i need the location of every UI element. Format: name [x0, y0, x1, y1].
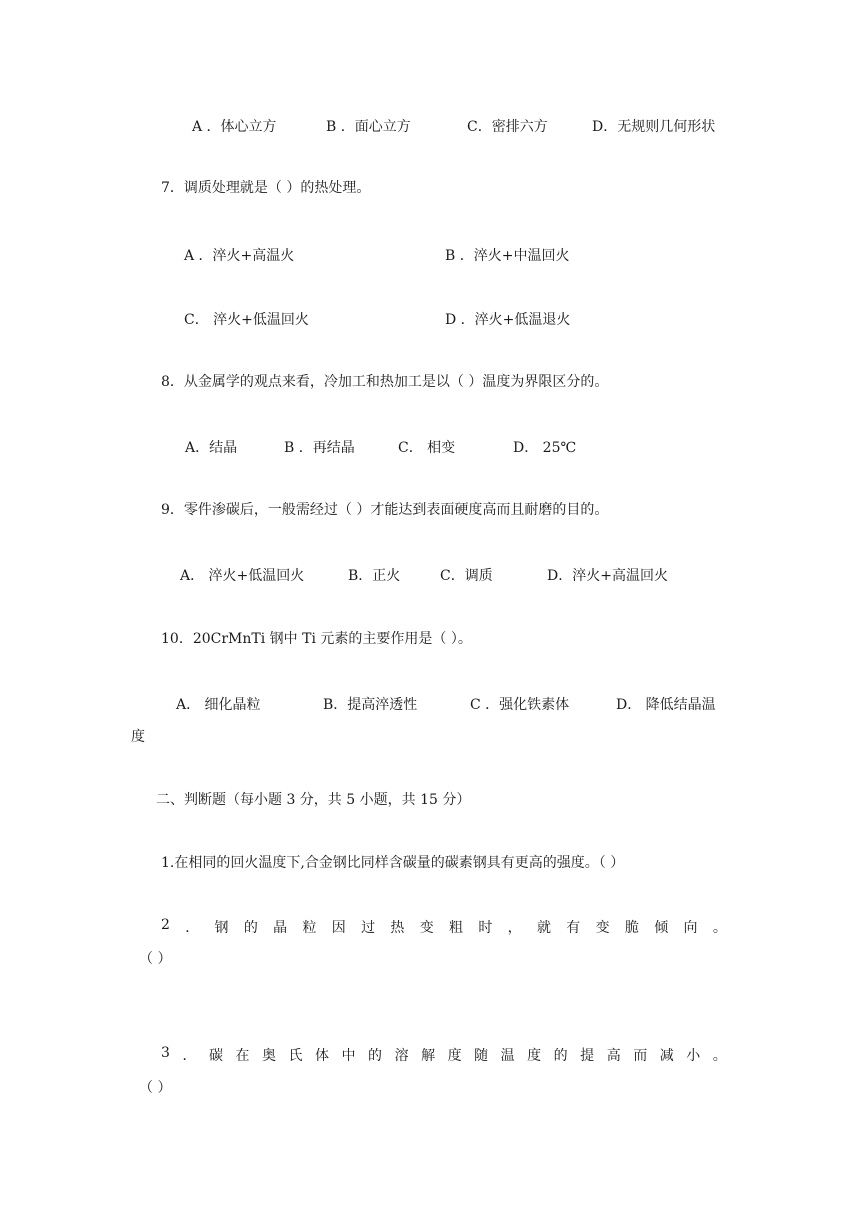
- j2-char: 变: [419, 920, 434, 936]
- judgment-3-line: [161, 1045, 727, 1065]
- j3-char: ．: [182, 1048, 197, 1064]
- j3-char: 随: [474, 1048, 489, 1064]
- j3-char: 体: [315, 1048, 330, 1064]
- j2-char: 倾: [654, 920, 669, 936]
- j2-char: 就: [536, 920, 551, 936]
- j3-char: 氏: [288, 1048, 303, 1064]
- j3-char: 温: [500, 1048, 515, 1064]
- j3-char: 奥: [261, 1048, 276, 1064]
- j3-char: 的: [553, 1048, 568, 1064]
- q6-option-b: B ．面心立方: [326, 119, 411, 135]
- j2-char: 钢: [214, 920, 229, 936]
- q10-option-d: D． 降低结晶温: [616, 697, 716, 713]
- q10-stem: 10．20CrMnTi 钢中 Ti 元素的主要作用是（ ）。: [161, 631, 472, 647]
- j2-char: 热: [390, 920, 405, 936]
- q8-option-d: D． 25℃: [513, 440, 577, 456]
- j3-char: 提: [580, 1048, 595, 1064]
- j3-char: 高: [606, 1048, 621, 1064]
- j2-char: 的: [243, 920, 258, 936]
- q10-option-c: C ．强化铁素体: [470, 697, 570, 713]
- j2-char: 过: [361, 920, 376, 936]
- j3-char: 减: [659, 1048, 674, 1064]
- j3-char: 在: [235, 1048, 250, 1064]
- judgment-3-blank: （ ）: [139, 1080, 172, 1096]
- q9-option-d: D．淬火+高温回火: [547, 568, 668, 584]
- q9-option-c: C．调质: [440, 568, 493, 584]
- q8-option-b: B ．再结晶: [284, 440, 355, 456]
- section-2-heading: 二、判断题（每小题 3 分，共 5 小题，共 15 分）: [156, 792, 471, 808]
- j2-char: 晶: [273, 920, 288, 936]
- j2-char: 2: [161, 917, 170, 933]
- q10-option-a: A． 细化晶粒: [176, 697, 261, 713]
- j2-char: 变: [595, 920, 610, 936]
- j3-char: 中: [341, 1048, 356, 1064]
- j3-char: 度: [527, 1048, 542, 1064]
- q7-stem: 7．调质处理就是（ ）的热处理。: [161, 180, 371, 196]
- j3-char: 碳: [208, 1048, 223, 1064]
- j3-char: 解: [421, 1048, 436, 1064]
- j2-char: 。: [712, 920, 727, 936]
- judgment-2-blank: （ ）: [139, 951, 172, 967]
- q10-option-d-wrap: 度: [131, 729, 145, 745]
- j3-char: 。: [712, 1048, 727, 1064]
- j3-char: 度: [447, 1048, 462, 1064]
- j2-char: 脆: [624, 920, 639, 936]
- j2-char: ．: [185, 920, 200, 936]
- q10-option-b: B．提高淬透性: [323, 697, 418, 713]
- j2-char: 粗: [449, 920, 464, 936]
- q7-option-d: D ．淬火+低温退火: [445, 312, 571, 328]
- q6-option-c: C．密排六方: [467, 119, 548, 135]
- q7-option-c: C． 淬火+低温回火: [184, 312, 309, 328]
- j2-char: 粒: [302, 920, 317, 936]
- j2-char: 时: [478, 920, 493, 936]
- q9-option-a: A． 淬火+低温回火: [180, 568, 305, 584]
- q8-stem: 8．从金属学的观点来看，冷加工和热加工是以（ ）温度为界限区分的。: [161, 374, 609, 390]
- j3-char: 而: [633, 1048, 648, 1064]
- j3-char: 小: [686, 1048, 701, 1064]
- q7-option-b: B ．淬火+中温回火: [445, 248, 570, 264]
- j3-char: 溶: [394, 1048, 409, 1064]
- judgment-1: 1.在相同的回火温度下,合金钢比同样含碳量的碳素钢具有更高的强度。（ ）: [161, 855, 625, 871]
- q8-option-a: A．结晶: [185, 440, 238, 456]
- q8-option-c: C． 相变: [398, 440, 456, 456]
- j3-char: 的: [368, 1048, 383, 1064]
- j2-char: 有: [566, 920, 581, 936]
- j2-char: 向: [683, 920, 698, 936]
- q9-stem: 9．零件渗碳后，一般需经过（ ）才能达到表面硬度高而且耐磨的目的。: [161, 502, 609, 518]
- q6-option-d: D．无规则几何形状: [592, 119, 716, 135]
- q7-option-a: A ．淬火+高温火: [184, 248, 295, 264]
- j2-char: 因: [331, 920, 346, 936]
- j2-char: ，: [507, 920, 522, 936]
- judgment-2-line: [161, 917, 727, 937]
- j3-char: 3: [161, 1045, 170, 1061]
- q9-option-b: B．正火: [348, 568, 401, 584]
- q6-option-a: A ．体心立方: [192, 119, 277, 135]
